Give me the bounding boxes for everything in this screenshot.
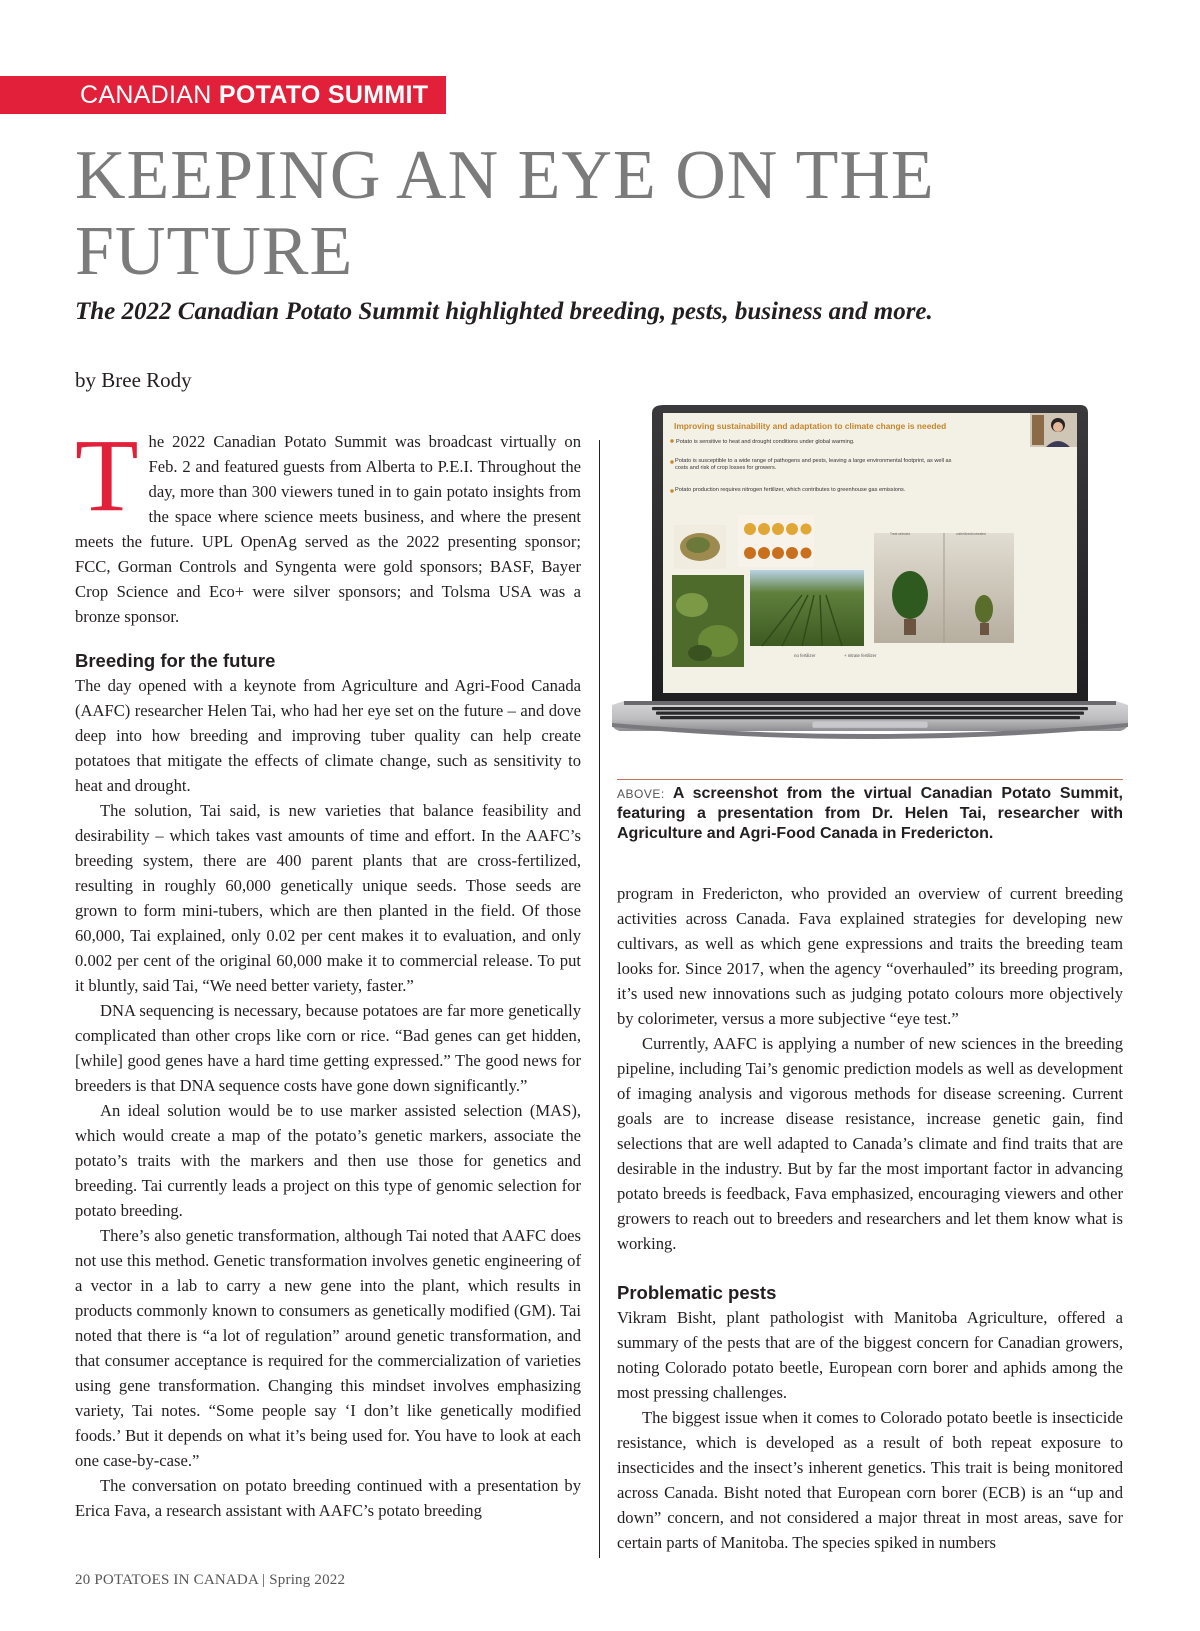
subhead-pests: Problematic pests (617, 1282, 777, 1303)
column-left (75, 418, 581, 1523)
page-folio: 20 POTATOES IN CANADA | Spring 2022 (75, 1572, 346, 1588)
column-right (617, 881, 1123, 1555)
column-rule (599, 440, 600, 1558)
slide-bullet-text: Potato production requires nitrogen fertilizer, which contributes to greenhouse gas emissions. (675, 487, 906, 493)
body-paragraph: There’s also genetic transformation, although Tai noted that AAFC does not use this method. Genetic transformation involves genetic engineering of a vector in a lab to carry a new gene into the plant, which results in products commonly known to consumers as genetically modified (GM). Tai noted that there is “a lot of regulation” around genetic transformation, and that consumer acceptance is required for the commercialization of varieties using gene transformation. Changing this mindset involves emphasizing variety, Tai notes. “Some people say ‘I don’t like genetically modified foods.’ But it depends on what it’s being used for. You have to look at each one case-by-case.” (75, 1226, 581, 1470)
keyboard (652, 707, 1088, 719)
body-paragraph: An ideal solution would be to use marker assisted selection (MAS), which would create a map of the potato’s genetic markers, associate the potato’s traits with the markers and then use those for genetics and breeding. Tai currently leads a project on this type of genomic selection for potato breeding. (75, 1101, 581, 1220)
body-paragraph: The conversation on potato breeding continued with a presentation by Erica Fava, a research assistant with AAFC’s potato breeding (75, 1476, 581, 1520)
svg-text:Treat selected: Treat selected (890, 532, 911, 536)
deck: The 2022 Canadian Potato Summit highlighted breeding, pests, business and more. (75, 298, 933, 325)
slide-bullet-text: Potato is susceptible to a wide range of pathogens and pests, leaving a large environmental footprint, as well as costs and risk of crop losses for growers. (675, 458, 952, 471)
intro-paragraph: The 2022 Canadian Potato Summit was broadcast virtually on Feb. 2 and featured guests from Alberta to P.E.I. Throughout the day, more than 300 viewers tuned in to gain potato insights from the space where science meets business, and where the present meets the future. UPL OpenAg served as the 2022 presenting sponsor; FCC, Gorman Controls and Syngenta were gold sponsors; BASF, Bayer Crop Science and Eco+ were silver sponsors; and Tolsma USA was a bronze sponsor. (75, 418, 581, 626)
body-paragraph: program in Fredericton, who provided an overview of current breeding activities across Canada. Fava explained strategies for developing new cultivars, as well as which gene expressions and traits the breeding team looks for. Since 2017, when the agency “overhauled” its breeding program, it’s used new innovations such as judging potato colours more objectively by colorimeter, versus a more subjective “eye test.” (617, 884, 1123, 1028)
figure-caption: ABOVE: A screenshot from the virtual Canadian Potato Summit, featuring a presentation from Dr. Helen Tai, researcher with Agriculture and Agri-Food Canada in Fredericton. (617, 785, 1123, 842)
drop-cap: T (75, 418, 139, 533)
svg-text:unfertilized/untreated: unfertilized/untreated (956, 532, 986, 536)
laptop-screenshot-image (612, 405, 1128, 765)
subhead-breeding: Breeding for the future (75, 650, 276, 671)
slide-label: + nitrate fertilizer (844, 653, 877, 658)
body-paragraph: Vikram Bisht, plant pathologist with Manitoba Agriculture, offered a summary of the pests that are of the biggest concern for Canadian growers, noting Colorado potato beetle, European corn borer and aphids among the most pressing challenges. (617, 1308, 1123, 1402)
body-paragraph: DNA sequencing is necessary, because potatoes are far more genetically complicated than other crops like corn or rice. “Bad genes can get hidden, [while] good genes have a hard time getting expressed.” The good news for breeders is that DNA sequence costs have gone down significantly.” (75, 1001, 581, 1095)
caption-label: ABOVE: (617, 787, 665, 801)
webcam-inset (1030, 413, 1077, 447)
slide-label: no fertilizer (794, 653, 816, 658)
body-paragraph: The day opened with a keynote from Agriculture and Agri-Food Canada (AAFC) researcher Helen Tai, who had her eye set on the future – and dove deep into how breeding and improving tuber quality can help create potatoes that mitigate the effects of climate change, such as sensitivity to heat and drought. (75, 676, 581, 795)
headline: KEEPING AN EYE ON THE FUTURE (75, 137, 935, 290)
body-paragraph: The biggest issue when it comes to Colorado potato beetle is insecticide resistance, which is developed as a result of both repeat exposure to insecticides and the insect’s inherent genetics. This trait is being monitored across Canada. Bisht noted that European corn borer (ECB) is an “up and down” concern, and not considered a major threat in most areas, save for certain parts of Manitoba. The species spiked in numbers (617, 1408, 1123, 1552)
svg-text:Potato is sensitive to heat an: Potato is sensitive to heat and drought conditions under global warming. (676, 439, 855, 445)
caption-rule (617, 779, 1123, 780)
section-banner (0, 76, 446, 114)
body-paragraph: Currently, AAFC is applying a number of new sciences in the breeding pipeline, including Tai’s genomic prediction models as well as development of imaging analysis and vigorous methods for disease screening. Current goals are to increase disease resistance, increase genetic gain, find selections that are well adapted to Canada’s climate and find traits that are desirable in the industry. But by far the most important factor in advancing potato breeds is feedback, Fava emphasized, encouraging viewers and other growers to reach out to breeders and researchers and let them know what is working. (617, 1034, 1123, 1253)
section-label: CANADIAN POTATO SUMMIT (80, 80, 429, 109)
slide-title: Improving sustainability and adaptation to climate change is needed (674, 421, 947, 431)
body-paragraph: The solution, Tai said, is new varieties that balance feasibility and desirability – which takes vast amounts of time and effort. In the AAFC’s breeding system, there are 400 parent plants that are cross-fertilized, resulting in roughly 60,000 genetically unique seeds. Those seeds are grown to form mini-tubers, which are then planted in the field. Of those 60,000, Tai explained, only 0.02 per cent makes it to evaluation, and only 0.002 per cent of the original 60,000 make it to commercial release. To put it bluntly, said Tai, “We need better variety, faster.” (75, 801, 581, 995)
byline: by Bree Rody (75, 368, 192, 392)
